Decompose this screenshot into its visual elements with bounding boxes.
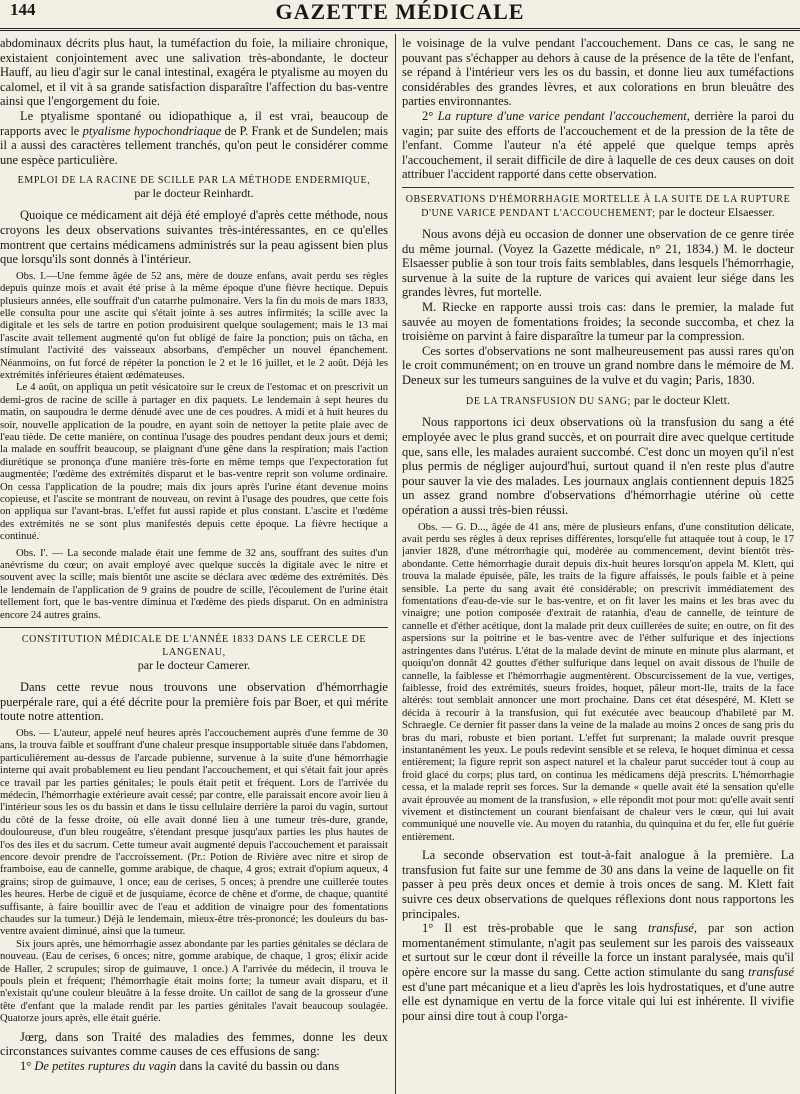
section-rule <box>0 627 388 628</box>
page-header <box>0 0 800 26</box>
paragraph: Ces sortes d'observations ne sont malheureusement pas aussi rares qu'on le croit communément; on en trouve un grand nombre dans le mémoire de M. Deneux sur les tumeurs sanguines de la vulve et du vagin; Paris, 1830. <box>402 343 794 387</box>
section-heading: CONSTITUTION MÉDICALE DE L'ANNÉE 1833 DANS LE CERCLE DE LANGENAU, par le docteur Camerer. <box>21 634 367 673</box>
right-column <box>402 36 794 1090</box>
paragraph: 1° De petites ruptures du vagin dans la cavité du bassin ou dans <box>20 1058 340 1073</box>
observation-text: Obs. I.—Une femme âgée de 52 ans, mère de douze enfans, avait perdu ses règles depuis quinze mois et avait été prise à la même époque d'une fièvre hectique. Depuis plusieurs années, elle souffrait d'un catarrhe pulmonaire. Vers la fin du mois de mars 1833, elle consulta pour une ascite qui s'était jointe à ses autres infirmités; la scille avec la digitale et les sels de tartre en potion produisirent quelque soulagement; mais le 13 mai l'ascite avait tellement augmenté qu'on fut obligé de faire la ponction; puis on tâcha, en stimulant l'activité des vaisseaux absorbans, d'empêcher un nouvel épanchement. Néanmoins, on fut forcé de répéter la ponction le 2 et le 16 juillet, et le 2 août. Déjà les extrémités inférieures étaient œdémateuses. <box>0 270 388 381</box>
paragraph: Dans cette revue nous trouvons une observation d'hémorrhagie puerpérale rare, qui a été décrite pour la première fois par Boer, et qui mérite toute notre attention. <box>0 680 388 724</box>
paragraph: La seconde observation est tout-à-fait analogue à la première. La transfusion fut faite sur une femme de 30 ans dans la veine de laquelle on fit passer à peu près deux onces et demie à trois onces de sang. M. Klett fait suivre ces deux observations de quelques réflexions dont nous rapportons les principales. <box>402 848 794 921</box>
paragraph: Le ptyalisme spontané ou idiopathique a, il est vrai, beaucoup de rapports avec le ptyalisme hypochondriaque de P. Frank et de Sundelen; mais il a aussi des caractères tellement tranchés, qu'on peut le considérer comme une espèce particulière. <box>0 108 388 167</box>
paragraph: Nous rapportons ici deux observations où la transfusion du sang a été employée avec le plus grand succès, et on pourrait dire avec quelque certitude que, sans elle, les malades auraient succombé. C'est donc un moyen qu'il n'est plus permis de négliger aujourd'hui, surtout quand il n'en reste plus d'autre pour sauver la vie des malades. Les journaux anglais contiennent depuis 1825 un assez grand nombre d'observations d'hémorrhagie utérine où cette opération a aussi très-bien réussi. <box>402 415 794 518</box>
paragraph: le voisinage de la vulve pendant l'accouchement. Dans ce cas, le sang ne pouvant pas s'échapper au dehors à cause de la présence de la tête de l'enfant, se répand à l'intérieur vers les os du bassin, et donne lieu aux tuméfactions considérables des grandes lèvres, et aux colorations en brun bleuâtre des parties environnantes. <box>402 36 794 109</box>
observation-text: Obs. — G. D..., âgée de 41 ans, mère de plusieurs enfans, d'une constitution délicate, avait perdu ses règles à deux reprises différentes, lorsqu'elle fut attaquée tout à coup, le 17 janvier 1828, d'une métrorrhagie qui, modérée au commencement, devint bientôt très-abondante. Cette hémorrhagie durait depuis dix-huit heures lorsqu'on appela M. Klett, qui trouva la malade épuisée, pâle, les traits de la figure affaissés, le pouls faible et à peine sensible. La perte du sang avait été considérable; on prescrivit immédiatement des fomentations d'eau-de-vie sur le bas-ventre, et on fit laver les mains et les bras avec du vinaigre; une potion composée d'extrait de ratanhia, d'eau de cannelle, de teinture de cannelle et d'éther acétique, dont la malade prit deux cuillerées de suite; en outre, on fit des aspersions sur la poitrine et le bas-ventre avec de l'éther sulfurique et des injections astringentes dans l'utérus. L'état de la malade devint de minute en minute plus alarmant, et quoiqu'on donnât 42 gouttes d'éther sulfurique dans lequel on avait dissous de l'huile de cannelle, la faiblesse et l'hémorrhagie augmentèrent. Obscurcissement de la vue, vertiges, faiblesse, froid des extrémités, sueurs froides, hoquet, pâleur mort-lle, traits de la face altérés: tout semblait annoncer une mort prochaine. Dans cet état désespéré, M. Klett se décida à recourir à la transfusion, qui fut exécutée avec beaucoup d'habileté par M. Schraegle. Ce dernier fit passer dans la veine de la malade au moins 2 onces de sang pris du bras du mari, robuste et bien portant. L'effet fut surprenant; la malade ouvrit presque instantanément les yeux. Le pouls redevint sensible et se releva, le hoquet diminua et cessa entièrement; la figure reprit son aspect naturel et la chaleur parut succéder tout à coup au froid glacé du corps; plus tard, on continua les médicamens déjà prescrits. L'hémorrhagie cessa, et la malade reprit ses forces. Sur la demande « quelle avait été la sensation qu'elle avait éprouvée au moment de la transfusion, » elle répondit mot pour mot: qu'elle avait senti vivement et distinctement un courant bienfaisant de chaleur vers le cœur, qui lui avait communiqué une nouvelle vie. Au moyen du ratanhia, du quinquina et du fer, elle fut guérie entièrement. <box>402 521 794 843</box>
section-rule <box>402 187 794 188</box>
observation-text: Le 4 août, on appliqua un petit vésicatoire sur le creux de l'estomac et on prescrivit un demi-gros de racine de scille à partager en dix paquets. Le lendemain à sept heures du matin, on saupoudra le derme dénudé avec une de ces poudres. A midi et à huit heures du soir, nouvelle application de la poudre, en ayant soin de nettoyer la petite plaie avec de l'eau tiède. De cette manière, on continua l'usage des poudres pendant deux jours et demi; la malade en souffrit beaucoup, se plaignant d'une gêne dans la respiration; mais l'action diurétique se prononça d'une manière très-forte en même temps que l'expectoration fut augmentée; l'œdème des extrémités disparut et le bas-ventre reprit son volume ordinaire. On cessa l'application de la poudre; mais dix jours après l'urine étant devenue moins copieuse, et l'ascite se montrant de nouveau, on revint à l'usage des poudres, que cette fois on appliqua sur l'avant-bras. L'effet fut aussi rapide et plus constant. L'ascite et l'œdème des extrémités ne se sont plus manifestés depuis cette époque. La fièvre hectique a continué. <box>0 382 388 543</box>
paragraph: abdominaux décrits plus haut, la tuméfaction du foie, la miliaire chronique, existaient conjointement avec une salivation très-abondante, le docteur Hauff, au lieu d'agir sur le canal intestinal, exagéra le ptyalisme au moyen du calomel, et il vit à sa grande satisfaction disparaître l'affection du bas-ventre ainsi que l'engorgement du foie. <box>0 36 388 109</box>
observation-text: Six jours après, une hémorrhagie assez abondante par les parties génitales se déclara de nouveau. (Eau de cerises, 6 onces; nitre, gomme arabique, de chaque, 1 gros; élixir acide de Haller, 2 scrupules; sirop de guimauve, 1 once.) A l'arrivée du médecin, il trouva le pouls plein et fréquent; l'hémorrhagie était moins forte; la tumeur avait disparu, et il n'existait qu'une couleur bleuâtre à la fesse droite. Un caillot de sang de la grosseur d'une tête d'enfant que la malade rendit par les parties génitales l'avait beaucoup soulagée. Quatorze jours après, elle était guérie. <box>0 938 388 1025</box>
paragraph: Jœrg, dans son Traité des maladies des femmes, donne les deux circonstances suivantes comme causes de ces effusions de sang: <box>0 1029 388 1059</box>
column-divider <box>395 34 396 1094</box>
observation-text: Obs. — L'auteur, appelé neuf heures après l'accouchement auprès d'une femme de 30 ans, la trouva faible et souffrant d'une chaleur presque insupportable située dans l'abdomen, particulièrement au-dessus de l'arcade pubienne, survenue à la suite d'une hémorrhagie interne qui avait probablement eu lieu pendant l'accouchement, et qui s'était fait jour après ce travail par les parties génitales; le pouls était petit et fréquent. Lors de l'arrivée du médecin, l'hémorrhagie extérieure avait cessé; par contre, elle paraissait encore avoir lieu à l'intérieur sous les os du bassin et dans le tissu cellulaire derrière la paroi du vagin, surtout du côté de la fesse droite, où elle avait donné lieu à une tumeur très-dure, grande, douloureuse, d'un bleu rougeâtre, s'étendant presque jusqu'aux parties les plus hautes de l'os des iles et du sacrum. Cette tumeur avait augmenté depuis l'accouchement et paraissait encore devoir prendre de l'accroissement. (Pr.: Potion de Rivière avec nitre et sirop de framboise, eau de cannelle, gomme arabique, de chaque, 4 gros; extrait d'opium aqueux, 4 grains; sirop de guimauve, 1 once; eau de cerises, 5 onces; à prendre une cuillerée toutes les heures. Herbe de ciguë et de jusquiame, écorce de chêne et d'orme, de chaque, quantité suffisante, à faire bouillir avec de l'eau et addition de vinaigre pour des fomentations chaudes sur la tumeur.) Déjà le lendemain, mieux-être très-prononcé; les douleurs du bas-ventre avaient diminué, ainsi que la tumeur. <box>0 727 388 938</box>
section-heading: EMPLOI DE LA RACINE DE SCILLE PAR LA MÉTHODE ENDERMIQUE, par le docteur Reinhardt. <box>17 175 371 201</box>
left-column <box>0 36 388 1090</box>
section-heading: DE LA TRANSFUSION DU SANG; par le docteur Klett. <box>466 393 730 408</box>
paragraph: 2° La rupture d'une varice pendant l'accouchement, derrière la paroi du vagin; par suite des efforts de l'accouchement et de la pression de la tête de l'enfant. Comme l'auteur n'a été appelé que quelque temps après l'accouchement, il serait difficile de dire à laquelle de ces deux causes on doit attribuer l'accident rapporté dans cette observation. <box>402 108 794 182</box>
page-number: 144 <box>10 0 36 19</box>
paragraph: M. Riecke en rapporte aussi trois cas: dans le premier, la malade fut sauvée au moyen de fomentations froides; la seconde succomba, et chez la troisième on parvint à faire disparaître la tumeur par la compression. <box>402 299 794 344</box>
journal-title: GAZETTE MÉDICALE <box>275 0 525 24</box>
paragraph: Nous avons déjà eu occasion de donner une observation de ce genre tirée du même journal. (Voyez la Gazette médicale, n° 21, 1834.) M. le docteur Elsaesser publie à son tour trois faits semblables, dans lesquels l'hémorrhagie, survenue à la suite de la rupture de varices qui avaient leur siége dans les grandes lèvres, fut mortelle. <box>402 226 794 300</box>
header-rule <box>0 28 800 31</box>
paragraph: 1° Il est très-probable que le sang transfusé, par son action momentanément stimulante, n'agit pas seulement sur les parois des vaisseaux et surtout sur le cœur dont il réveille la force un instant paralysée, mais qu'il opère encore sur la masse du sang. Cette action stimulante du sang transfusé est d'une part mécanique et a lieu d'après les lois hydrostatiques, et d'une autre elle est dynamique en vertu de la force vitale qui lui est inhérente. Il vivifie pour ainsi dire tout à coup l'orga- <box>402 921 794 1023</box>
observation-text: Obs. I'. — La seconde malade était une femme de 32 ans, souffrant des suites d'un anévrisme du cœur; on avait employé avec quelque succès la digitale avec le nitre et souvent avec la scille; mais bientôt une ascite se déclara avec œdème des extrémités. Dès le lendemain de l'application de 9 grains de poudre de scille, l'écoulement de l'urine était tellement fort, que le bas-ventre diminua et l'œdème des pieds disparut. On en administra encore 24 autres grains. <box>0 547 388 621</box>
paragraph: Quoique ce médicament ait déjà été employé d'après cette méthode, nous croyons les deux observations suivantes très-intéressantes, en ce qu'elles montrent que certains médicamens administrés sur la peau agissent bien plus que lorsqu'ils sont donnés à l'intérieur. <box>0 208 388 267</box>
section-heading: OBSERVATIONS D'HÉMORRHAGIE MORTELLE À LA SUITE DE LA RUPTURE D'UNE VARICE PENDANT L'ACCOUCHEMENT; par le docteur Elsaesser. <box>405 193 791 219</box>
